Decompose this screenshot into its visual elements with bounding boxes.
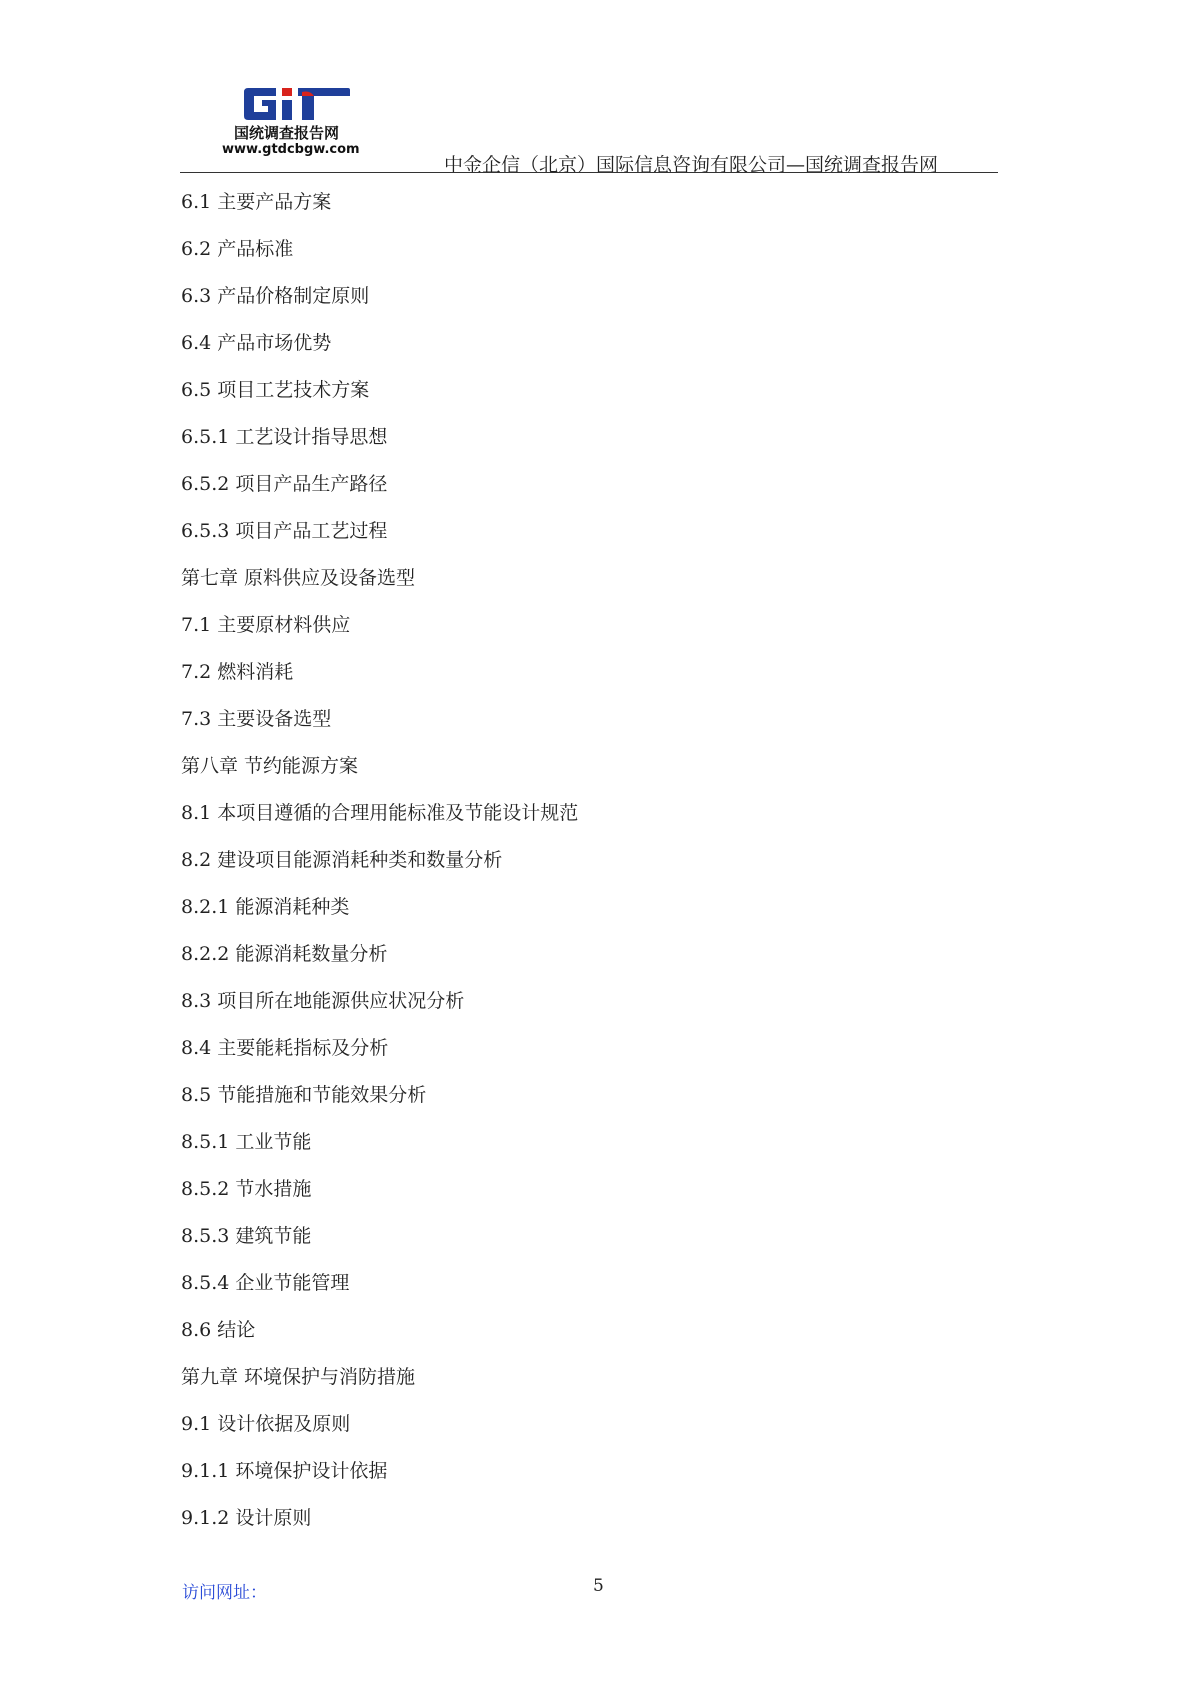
toc-chapter-heading: 第七章 原料供应及设备选型 xyxy=(181,567,416,589)
toc-item: 6.4 产品市场优势 xyxy=(181,332,332,354)
toc-item: 8.2.2 能源消耗数量分析 xyxy=(181,943,388,965)
logo-mark-icon xyxy=(242,86,352,122)
toc-item: 6.5.1 工艺设计指导思想 xyxy=(181,426,388,448)
toc-item: 8.2.1 能源消耗种类 xyxy=(181,896,350,918)
toc-item: 8.3 项目所在地能源供应状况分析 xyxy=(181,990,465,1012)
toc-item: 7.3 主要设备选型 xyxy=(181,708,332,730)
header-company-name: 中金企信（北京）国际信息咨询有限公司—国统调查报告网 xyxy=(444,154,939,176)
toc-item: 8.5.1 工业节能 xyxy=(181,1131,312,1153)
toc-item: 9.1 设计依据及原则 xyxy=(181,1413,351,1435)
toc-item: 8.5.4 企业节能管理 xyxy=(181,1272,350,1294)
logo xyxy=(218,86,388,160)
toc-item: 8.5 节能措施和节能效果分析 xyxy=(181,1084,427,1106)
logo-chinese-name: 国统调查报告网 xyxy=(234,124,340,142)
toc-chapter-heading: 第八章 节约能源方案 xyxy=(181,755,359,777)
toc-item: 8.1 本项目遵循的合理用能标准及节能设计规范 xyxy=(181,802,579,824)
toc-item: 9.1.1 环境保护设计依据 xyxy=(181,1460,388,1482)
toc-item: 8.5.2 节水措施 xyxy=(181,1178,312,1200)
toc-item: 6.3 产品价格制定原则 xyxy=(181,285,370,307)
toc-item: 6.1 主要产品方案 xyxy=(181,191,332,213)
toc-chapter-heading: 第九章 环境保护与消防措施 xyxy=(181,1366,416,1388)
toc-item: 6.5 项目工艺技术方案 xyxy=(181,379,370,401)
toc-item: 9.1.2 设计原则 xyxy=(181,1507,312,1529)
footer-visit-url-label[interactable]: 访问网址： xyxy=(182,1583,267,1603)
page-number: 5 xyxy=(593,1576,604,1596)
toc-item: 8.4 主要能耗指标及分析 xyxy=(181,1037,389,1059)
toc-item: 8.5.3 建筑节能 xyxy=(181,1225,312,1247)
toc-item: 8.2 建设项目能源消耗种类和数量分析 xyxy=(181,849,503,871)
toc-item: 6.2 产品标准 xyxy=(181,238,294,260)
toc-item: 7.2 燃料消耗 xyxy=(181,661,294,683)
toc-item: 7.1 主要原材料供应 xyxy=(181,614,351,636)
logo-url: www.gtdcbgw.com xyxy=(222,142,360,157)
toc-item: 6.5.2 项目产品生产路径 xyxy=(181,473,388,495)
toc-item: 6.5.3 项目产品工艺过程 xyxy=(181,520,388,542)
table-of-contents xyxy=(181,184,578,1547)
header-divider xyxy=(180,172,998,173)
toc-item: 8.6 结论 xyxy=(181,1319,256,1341)
